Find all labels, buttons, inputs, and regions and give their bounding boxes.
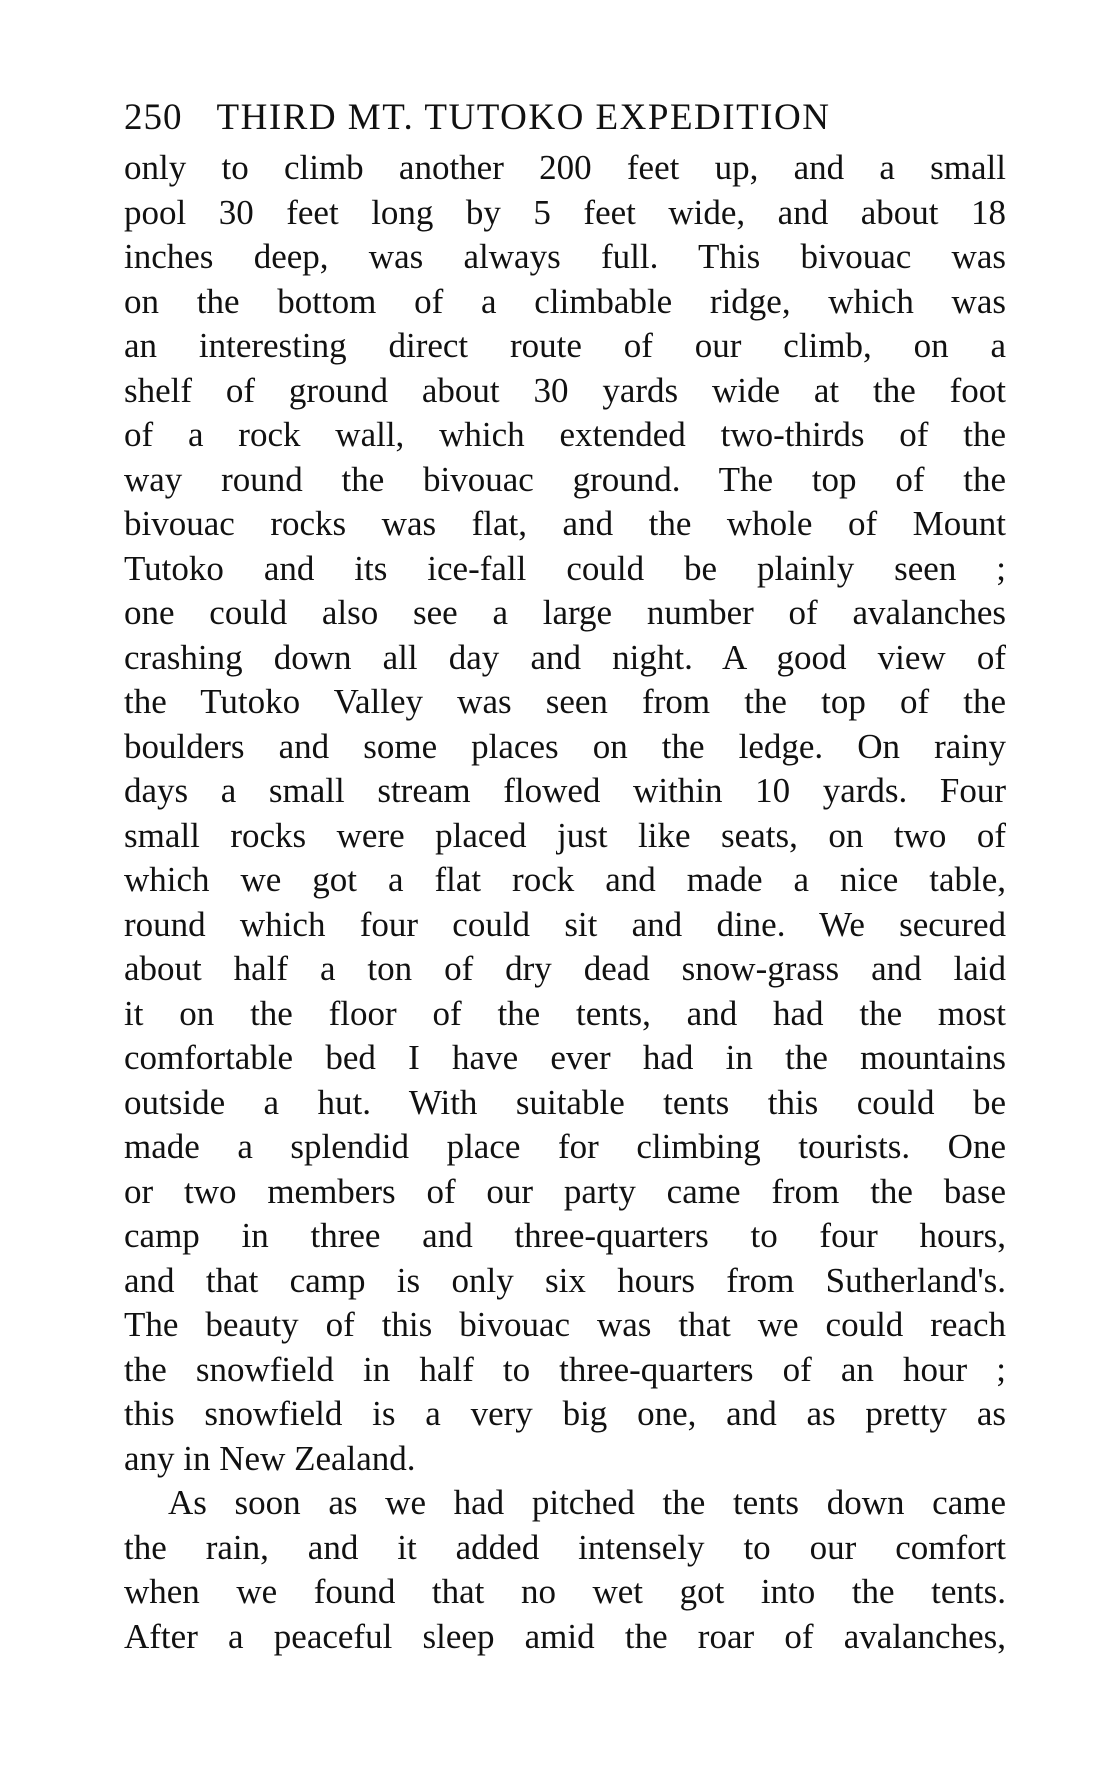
text-line: comfortable bed I have ever had in the mountains (124, 1038, 1006, 1077)
text-line: After a peaceful sleep amid the roar of avalanches, (124, 1616, 1006, 1656)
running-header (124, 96, 1006, 146)
text-line: Tutoko and its ice-fall could be plainly seen ; (124, 548, 1006, 588)
page-number: 250 (124, 97, 183, 138)
text-line: bivouac rocks was flat, and the whole of Mount (124, 504, 1006, 543)
paragraph-2 (124, 1481, 1006, 1659)
text-line: the snowfield in half to three-quarters of an hour ; (124, 1349, 1006, 1389)
book-page (124, 96, 1006, 1659)
text-line: of a rock wall, which extended two-thirds of the (124, 415, 1006, 454)
text-line: or two members of our party came from the base (124, 1171, 1006, 1211)
body-text (124, 146, 1006, 1659)
running-title: THIRD MT. TUTOKO EXPEDITION (216, 97, 831, 138)
text-line: and that camp is only six hours from Sutherland's. (124, 1260, 1006, 1300)
text-line: camp in three and three-quarters to four hours, (124, 1216, 1006, 1255)
text-line: this snowfield is a very big one, and as pretty as (124, 1394, 1006, 1433)
text-line: round which four could sit and dine. We secured (124, 904, 1006, 944)
text-line: days a small stream flowed within 10 yards. Four (124, 771, 1006, 810)
text-line: it on the floor of the tents, and had the most (124, 993, 1006, 1033)
text-line: outside a hut. With suitable tents this could be (124, 1082, 1006, 1122)
text-line: only to climb another 200 feet up, and a small (124, 148, 1006, 187)
text-line: crashing down all day and night. A good view of (124, 637, 1006, 677)
text-line: small rocks were placed just like seats, on two of (124, 815, 1006, 855)
text-line: inches deep, was always full. This bivouac was (124, 237, 1006, 276)
text-line: The beauty of this bivouac was that we could reach (124, 1305, 1006, 1344)
text-line: any in New Zealand. (124, 1438, 416, 1478)
text-line: on the bottom of a climbable ridge, which was (124, 281, 1006, 321)
text-line: when we found that no wet got into the tents. (124, 1572, 1006, 1611)
text-line: boulders and some places on the ledge. On rainy (124, 726, 1006, 766)
text-line: which we got a flat rock and made a nice table, (124, 860, 1006, 899)
text-line: shelf of ground about 30 yards wide at the foot (124, 370, 1006, 410)
paragraph-1 (124, 146, 1006, 1481)
text-line: the Tutoko Valley was seen from the top of the (124, 682, 1006, 721)
text-line: pool 30 feet long by 5 feet wide, and about 18 (124, 192, 1006, 232)
text-line: about half a ton of dry dead snow-grass and laid (124, 949, 1006, 988)
text-line: As soon as we had pitched the tents down came (168, 1483, 1006, 1522)
text-line: the rain, and it added intensely to our comfort (124, 1527, 1006, 1567)
text-line: an interesting direct route of our climb, on a (124, 326, 1006, 365)
text-line: made a splendid place for climbing tourists. One (124, 1127, 1006, 1166)
text-line: way round the bivouac ground. The top of the (124, 459, 1006, 499)
text-line: one could also see a large number of avalanches (124, 593, 1006, 632)
